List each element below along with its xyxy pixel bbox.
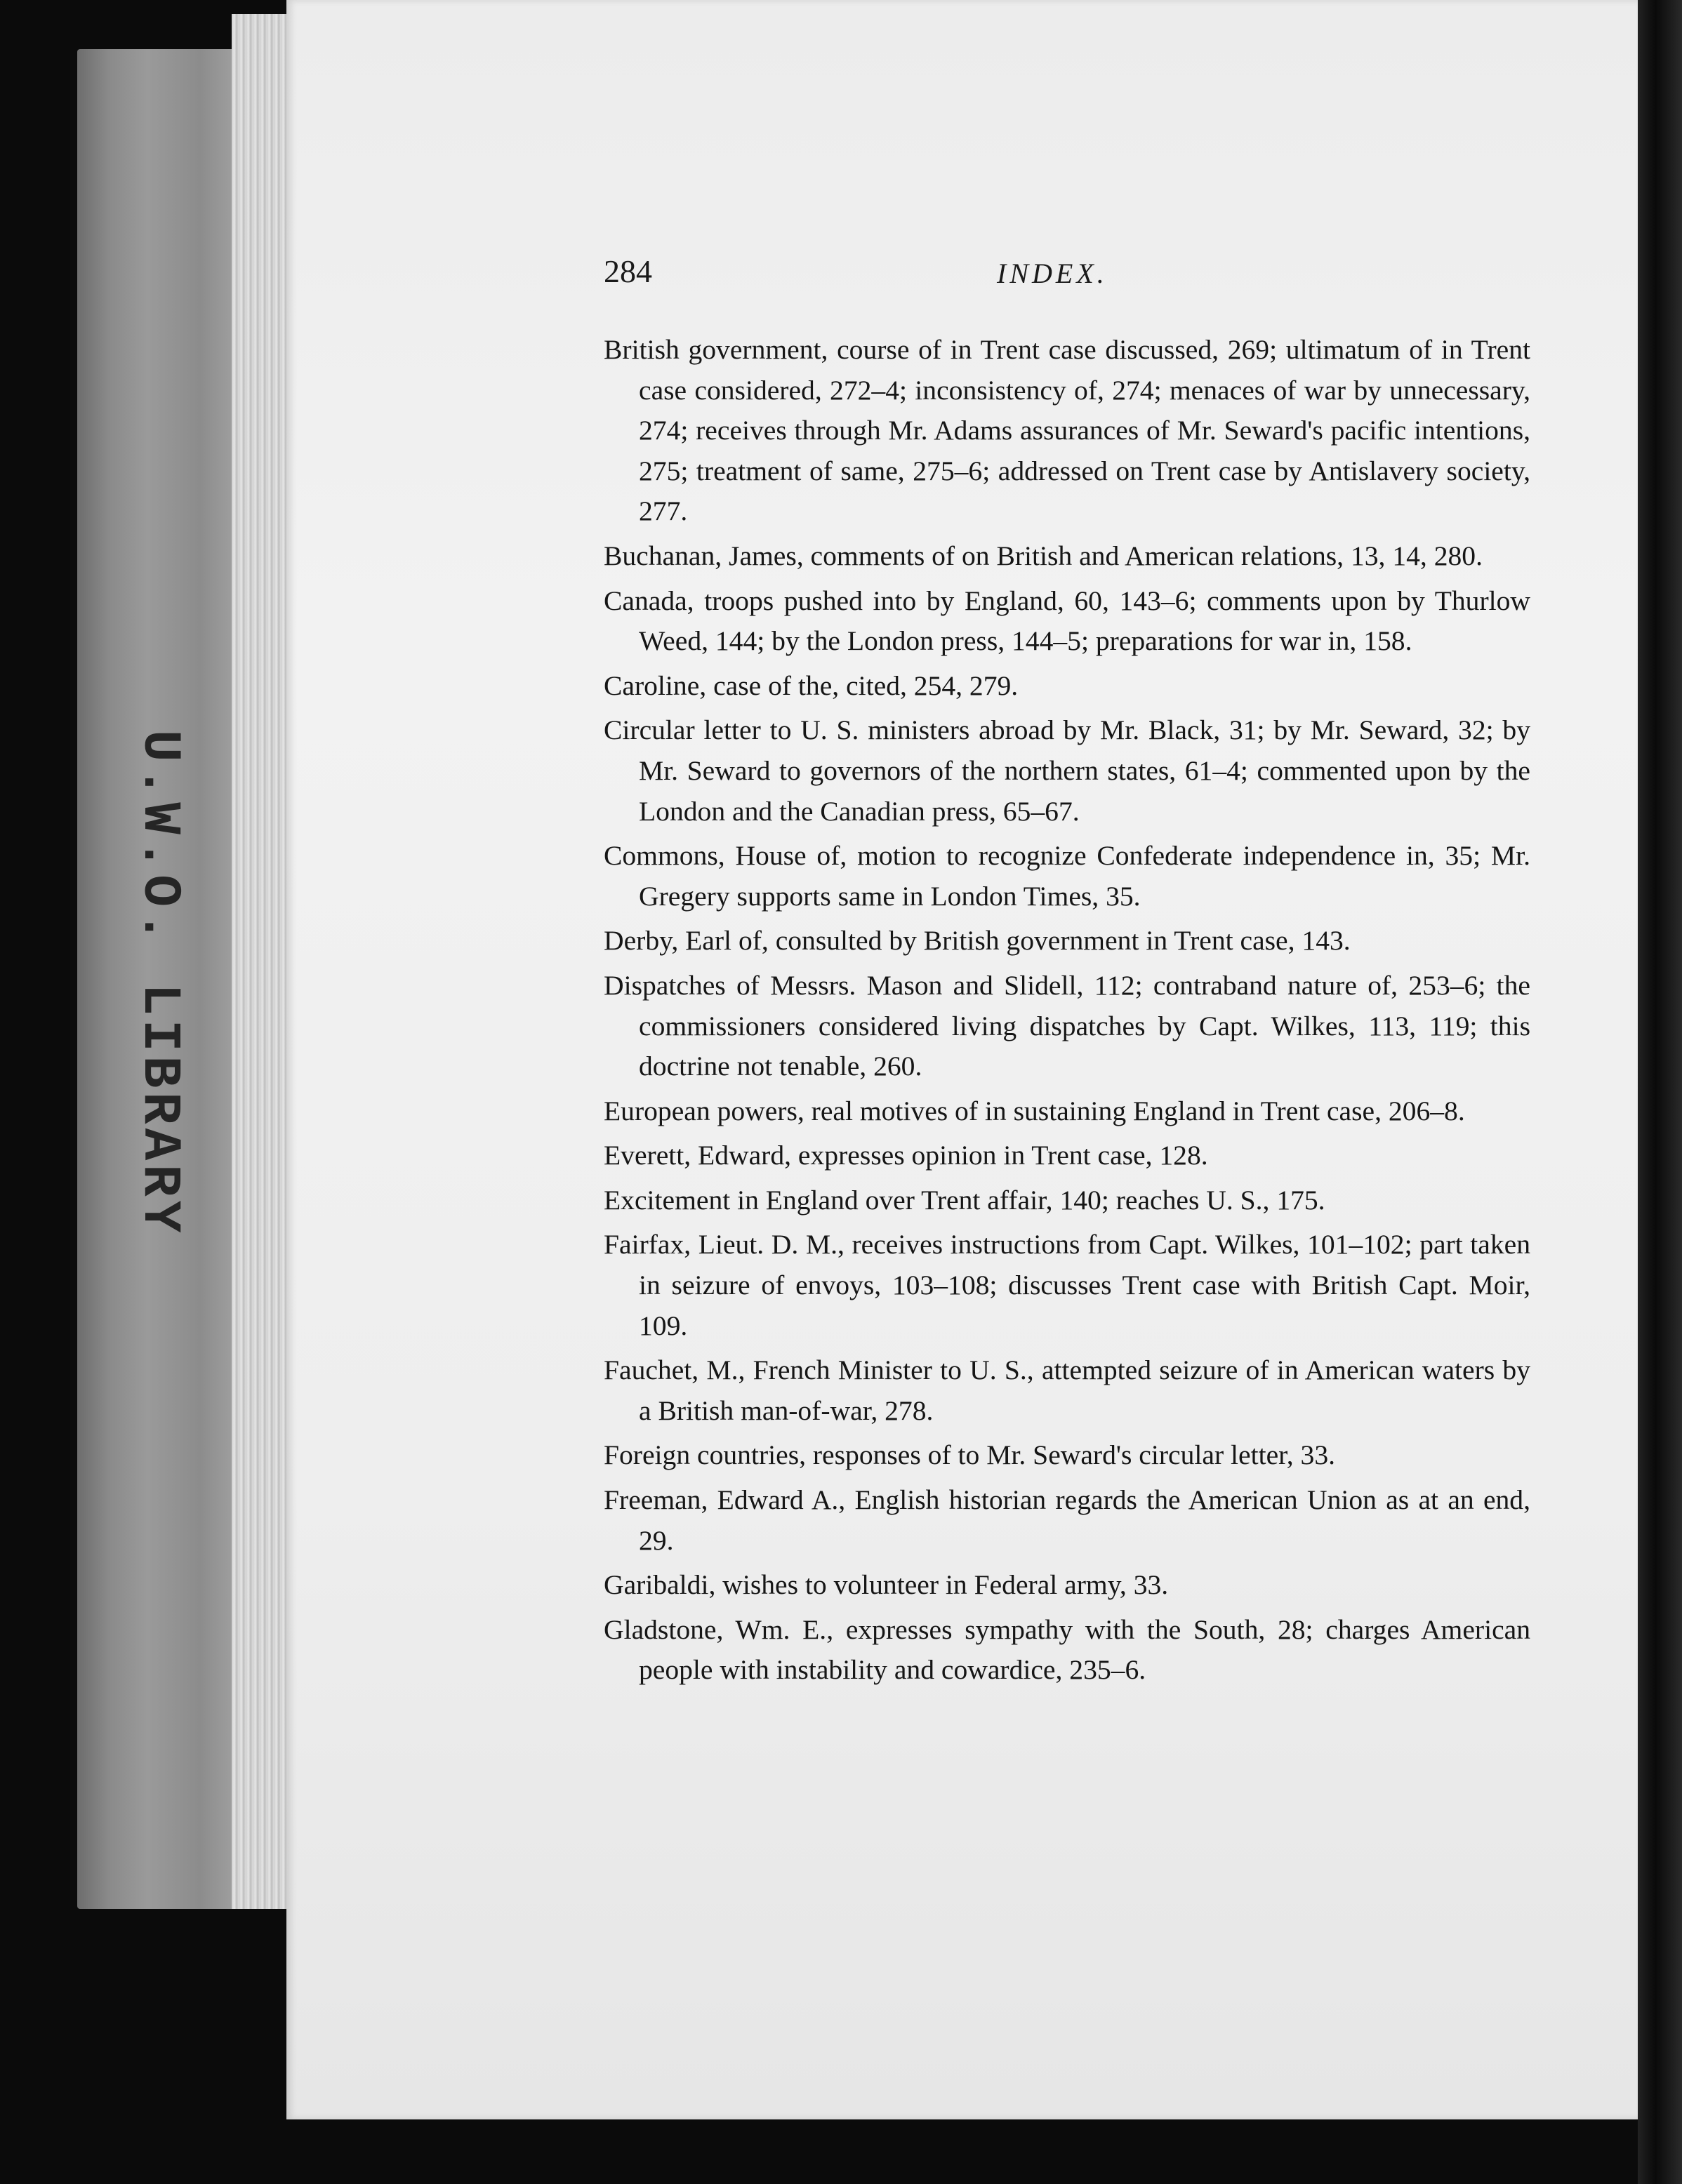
index-entry: Derby, Earl of, consulted by British government in Trent case, 143.: [604, 925, 1351, 957]
page-header: [604, 253, 1544, 295]
page-number: 284: [604, 253, 652, 289]
index-entry: Dispatches of Messrs. Mason and Slidell, 112; contraband nature of, 253–6; the commissioners considered living dispatches by Capt. Wilkes, 113, 119; this doctrine not tenable, 260.: [604, 969, 1530, 1082]
running-head: INDEX.: [997, 258, 1108, 289]
facing-page-edge: [1638, 0, 1682, 2184]
index-entry: Excitement in England over Trent affair, 140; reaches U. S., 175.: [604, 1184, 1325, 1216]
index-entry: Circular letter to U. S. ministers abroad by Mr. Black, 31; by Mr. Seward, 32; by Mr. Seward to governors of the northern states, 61–4; commented upon by the London and the Canadian press, 65–67.: [604, 714, 1530, 827]
index-entry: Commons, House of, motion to recognize Confederate independence in, 35; Mr. Gregery supports same in London Times, 35.: [604, 840, 1530, 912]
index-entry: Freeman, Edward A., English historian regards the American Union as at an end, 29.: [604, 1484, 1530, 1556]
index-entry: Caroline, case of the, cited, 254, 279.: [604, 670, 1019, 701]
page-edges: [232, 14, 288, 1909]
index-entry: Fairfax, Lieut. D. M., receives instructions from Capt. Wilkes, 101–102; part taken in seizure of envoys, 103–108; discusses Trent case with British Capt. Moir, 109.: [604, 1229, 1530, 1341]
index-entry: Garibaldi, wishes to volunteer in Federal army, 33.: [604, 1569, 1169, 1601]
index-entry: Everett, Edward, expresses opinion in Trent case, 128.: [604, 1140, 1208, 1171]
index-entry: Gladstone, Wm. E., expresses sympathy with the South, 28; charges American people with instability and cowardice, 235–6.: [604, 1613, 1530, 1686]
index-entry: Fauchet, M., French Minister to U. S., attempted seizure of in American waters by a British man-of-war, 278.: [604, 1354, 1530, 1426]
library-stamp: U.W.O. LIBRARY: [129, 730, 190, 1237]
index-entries: [604, 330, 1530, 1695]
index-entry: Foreign countries, responses of to Mr. Seward's circular letter, 33.: [604, 1439, 1336, 1471]
index-entry: European powers, real motives of in sustaining England in Trent case, 206–8.: [604, 1095, 1465, 1126]
index-entry: British government, course of in Trent case discussed, 269; ultimatum of in Trent case considered, 272–4; inconsistency of, 274; menaces of war by unnecessary, 274; receives through Mr. Adams assurances of Mr. Seward's pacific intentions, 275; treatment of same, 275–6; addressed on Trent case by Antislavery society, 277.: [604, 334, 1530, 527]
index-entry: Buchanan, James, comments of on British and American relations, 13, 14, 280.: [604, 540, 1483, 571]
index-entry: Canada, troops pushed into by England, 60, 143–6; comments upon by Thurlow Weed, 144; by the London press, 144–5; preparations for war in, 158.: [604, 585, 1530, 657]
